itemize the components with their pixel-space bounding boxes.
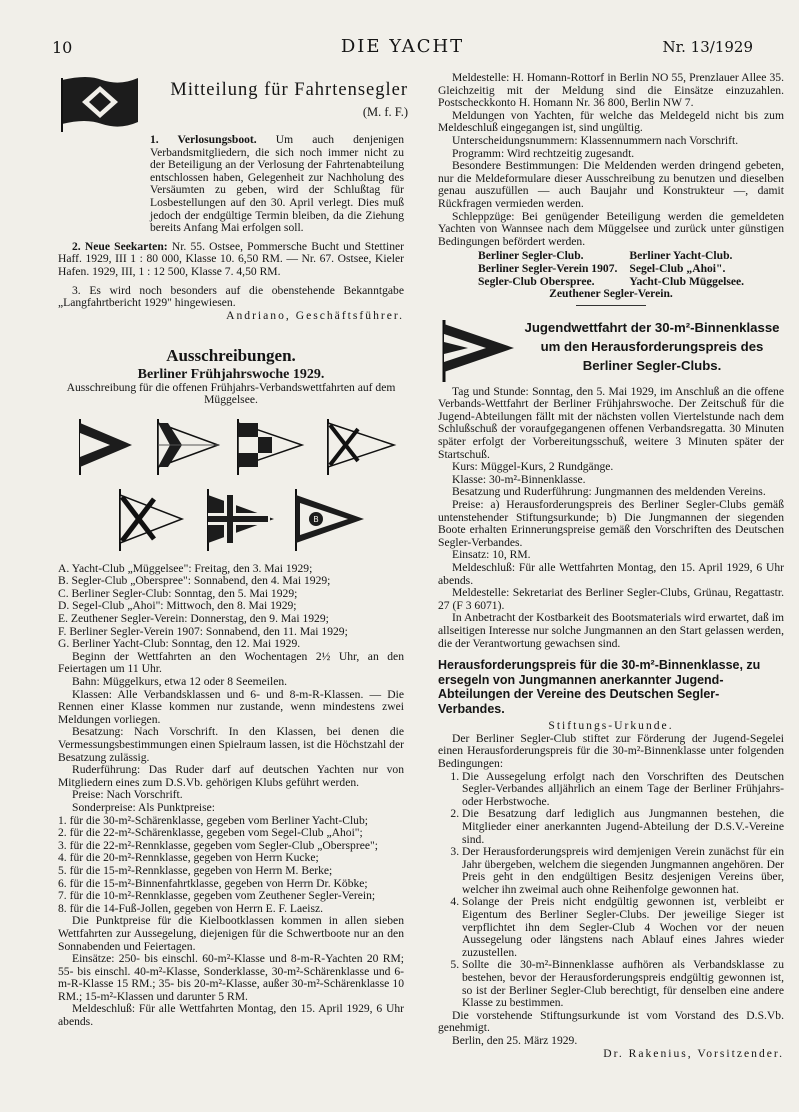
condition-item: 1. Die Aussegelung erfolgt nach den Vorschriften des Deutschen Segler-Verbandes alljährlich an einem Tage der Berliner Frühjahrs- oder Herbstwoche. (462, 771, 784, 809)
club-sig: Berliner Segler-Verein 1907. (477, 261, 618, 275)
club-date-a: A. Yacht-Club „Müggelsee": Freitag, den 3. Mai 1929; (58, 561, 313, 575)
beginn-paragraph: Beginn der Wettfahrten an den Wochentagen 2½ Uhr, an den Feiertagen um 11 Uhr. (58, 649, 404, 676)
club-list (58, 563, 404, 651)
magazine-title: DIE YACHT (340, 36, 465, 57)
item2-label: 2. Neue Seekarten: (72, 239, 168, 253)
club-sig: Segel-Club „Ahoi". (629, 261, 726, 275)
tag-paragraph: Tag und Stunde: Sonntag, den 5. Mai 1929, im Anschluß an die offene Verbands-Wettfahrt der Berliner Frühjahrswoche. Der Zeitschuß für die Jugend-Abteilungen fällt mit der nächsten vollen Viertelstunde nach dem Schlußschuß der voraufgegangenen offenen Verbandsregatta. 30 Minuten später erfolgt der Vorbereitungsschuß, weitere 3 Minuten später der Startschuß. (438, 384, 784, 461)
condition-item: 5. Sollte die 30-m²-Binnenklasse aufhören als Verbandsklasse zu bestehen, bevor der Herausforderungspreis endgültig gewonnen ist, so ist der Berliner Segler-Club berechtigt, für denselben eine andere Klasse zu bestimmen. (462, 959, 784, 1009)
besondere-paragraph: Besondere Bestimmungen: Die Meldenden werden dringend gebeten, nur die Meldeformulare dieser Ausschreibung zu benutzen und dieselben genau auszufüllen — auch Baujahr und Konstrukteur —, damit Rückfragen vermieden werden. (438, 159, 784, 210)
club-signatures (472, 250, 750, 288)
club-sig: Berliner Segler-Club. (477, 249, 584, 263)
preise-jw-paragraph: Preise: a) Herausforderungspreis des Berliner Segler-Clubs gemäß untenstehender Stiftungsurkunde; b) Die Jungmannen der siegenden Boote erhalten Erinnerungspreise gemäß den Vorschriften des Deutschen Segler-Verbandes. (438, 498, 784, 549)
stiftung-heading: Stiftungs-Urkunde. (548, 719, 674, 733)
left-column (58, 70, 408, 1029)
punktpreise-paragraph: Die Punktpreise für die Kielbootklassen kommen in allen sieben Wettfahrten zur Aussegelung, diejenigen für die Schwertboote nur an den Sonnabenden und Feiertagen. (58, 914, 404, 953)
bsc-pennant-icon (438, 318, 518, 384)
meldeschluss-paragraph: Meldeschluß: Für alle Wettfahrten Montag, den 15. April 1929, 6 Uhr abends. (58, 1002, 404, 1029)
notice-item-2 (58, 241, 404, 279)
page-header (52, 34, 753, 60)
fahrtensegler-flag-icon (58, 74, 142, 134)
svg-text:B: B (313, 514, 319, 524)
sonderpreis-1: 1. für die 30-m²-Schärenklasse, gegeben vom Berliner Yacht-Club; (58, 813, 368, 827)
sonderpreis-3: 3. für die 22-m²-Rennklasse, gegeben vom Segler-Club „Oberspree"; (58, 838, 378, 852)
section-divider (576, 305, 646, 306)
issue-number: Nr. 13/1929 (662, 38, 753, 56)
bahn-paragraph: Bahn: Müggelkurs, etwa 12 oder 8 Seemeilen. (72, 675, 288, 689)
flag-f-icon (208, 489, 274, 551)
unterscheidung-paragraph: Unterscheidungsnummern: Klassennummern nach Vorschrift. (452, 133, 739, 147)
club-date-d: D. Segel-Club „Ahoi": Mittwoch, den 8. Mai 1929; (58, 599, 297, 613)
right-column (438, 72, 784, 1060)
herausforderungspreis-title: Herausforderungspreis für die 30-m²-Binnenklasse, zu ersegeln von Jungmannen anerkannter Jugend-Abteilungen der Vereine des Deutschen Segler-Verbandes. (438, 658, 761, 716)
kurs-paragraph: Kurs: Müggel-Kurs, 2 Rundgänge. (452, 460, 614, 474)
notice-item-3: 3. Es wird noch besonders auf die obenstehende Bekanntgabe „Langfahrtbericht 1929" hingewiesen. (58, 283, 404, 310)
club-sig-last: Zeuthener Segler-Verein. (549, 287, 673, 301)
meldungen-paragraph: Meldungen von Yachten, für welche das Meldegeld nicht bis zum Meldeschluß eingegangen ist, sind ungültig. (438, 108, 784, 135)
jugendwettfahrt-title: Jugendwettfahrt der 30-m²-Binnenklasse um den Herausforderungspreis des Berliner Segler-Clubs. (524, 319, 780, 373)
flag-g-icon (296, 489, 364, 551)
jugendwettfahrt-header (438, 316, 784, 386)
notice-subtitle: (M. f. F.) (362, 105, 408, 119)
sonderpreis-6: 6. für die 15-m²-Binnenfahrtklasse, gegeben von Herrn Dr. Köbke; (58, 876, 368, 890)
besatzung-jw-paragraph: Besatzung und Ruderführung: Jungmannen des meldenden Vereins. (452, 485, 766, 499)
notice-header (58, 70, 408, 136)
flag-d-icon (328, 419, 394, 475)
club-date-g: G. Berliner Yacht-Club: Sonntag, den 12. Mai 1929. (58, 637, 301, 651)
condition-item: 3. Der Herausforderungspreis wird demjenigen Verein zunächst für ein Jahr übergeben, welchem die siegenden Jungmannen angehören. Der Preis geht in den endgültigen Besitz desjenigen Vereins über, welcher ihn zweimal auch ohne Reihenfolge gewonnen hat. (462, 846, 784, 896)
flag-a-icon (80, 419, 132, 475)
club-flags (58, 411, 404, 559)
club-date-e: E. Zeuthener Segler-Verein: Donnerstag, den 9. Mai 1929; (58, 612, 329, 626)
club-date-b: B. Segler-Club „Oberspree": Sonnabend, den 4. Mai 1929; (58, 574, 331, 588)
page-number: 10 (52, 38, 73, 57)
einsatz-jw-paragraph: Einsatz: 10, RM. (452, 548, 531, 562)
club-date-c: C. Berliner Segler-Club: Sonntag, den 5. Mai 1929; (58, 586, 298, 600)
conditions-list (438, 771, 784, 1010)
club-sig: Berliner Yacht-Club. (629, 249, 733, 263)
besatzung-paragraph: Besatzung: Nach Vorschrift. In den Klassen, bei denen die Vermessungsbestimmungen einen Spielraum lassen, ist die Höchstzahl der Besatzung zulässig. (58, 725, 404, 764)
meldestelle-paragraph: Meldestelle: H. Homann-Rottorf in Berlin NO 55, Prenzlauer Allee 35. Gleichzeitig mit der Meldung sind die Einsätze einzuzahlen. Postscheckkonto H. Homann Nr. 36 800, Berlin NW 7. (438, 71, 784, 110)
ruder-paragraph: Ruderführung: Das Ruder darf auf deutschen Yachten nur von Mitgliedern eines zum D.S.Vb. gehörigen Klubs geführt werden. (58, 763, 404, 789)
anbetracht-paragraph: In Anbetracht der Kostbarkeit des Bootsmaterials wird erwartet, daß im allseitigen Interesse nur solche Jungmannen an den Start gelassen werden, die der Verantwortung gewachsen sind. (438, 611, 784, 650)
section-title: Ausschreibungen. (166, 346, 296, 366)
club-date-f: F. Berliner Segler-Verein 1907: Sonnabend, den 11. Mai 1929; (58, 624, 348, 638)
notice-title: Mitteilung für Fahrtensegler (170, 80, 408, 100)
einsatz-paragraph: Einsätze: 250- bis einschl. 60-m²-Klasse und 8-m-R-Yachten 20 RM; 55- bis einschl. 40-m²-Klasse, Sonderklasse, 30-m²-Schärenklasse und 6-m-R-Klasse 15 RM.; 35- bis 20-m²-Klasse, außer 30-m²-Schärenklasse 10 RM.; 15-m²-Klassen und darunter 5 RM. (58, 952, 404, 1003)
stiftung-intro: Der Berliner Segler-Club stiftet zur Förderung der Jugend-Segelei einen Herausforderungspreis für die 30-m²-Binnenklasse unter folgenden Bedingungen: (438, 731, 784, 770)
sonderpreis-7: 7. für die 10-m²-Rennklasse, gegeben vom Zeuthener Segler-Verein; (58, 889, 376, 903)
programm-paragraph: Programm: Wird rechtzeitig zugesandt. (452, 146, 635, 160)
sonderpreis-2: 2. für die 22-m²-Schärenklasse, gegeben vom Segel-Club „Ahoi"; (58, 826, 363, 840)
notice-item-1 (58, 134, 404, 235)
schlepp-paragraph: Schleppzüge: Bei genügender Beteiligung werden die gemeldeten Yachten von Wannsee nach dem Müggelsee und zurück unter günstigen Bedingungen befördert werden. (438, 209, 784, 248)
klassen-paragraph: Klassen: Alle Verbandsklassen und 6- und 8-m-R-Klassen. — Die Rennen einer Klasse kommen nur zustande, wenn mindestens zwei Meldungen vorliegen. (58, 687, 404, 726)
club-sig: Yacht-Club Müggelsee. (629, 274, 745, 288)
flag-e-icon (120, 489, 182, 551)
flag-b-icon (158, 419, 218, 475)
meldestelle-jw-paragraph: Meldestelle: Sekretariat des Berliner Segler-Clubs, Grünau, Regattastr. 27 (F 3 6071). (438, 586, 784, 612)
date-line: Berlin, den 25. März 1929. (452, 1034, 578, 1047)
condition-item: 2. Die Besatzung darf lediglich aus Jungmannen bestehen, die Mitglieder einer anerkannten Jugend-Abteilung der D.S.V.-Vereine sind. (462, 808, 784, 846)
meldeschluss-jw-paragraph: Meldeschluß: Für alle Wettfahrten Montag, den 15. April 1929, 6 Uhr abends. (438, 561, 784, 587)
right-signature: Dr. Rakenius, Vorsitzender. (603, 1046, 784, 1060)
item2-text: Nr. 55. Ostsee, Pommersche Bucht und Stettiner Haff. 1929, III 1 : 80 000, Klasse 10. 6,50 RM. — Nr. 67. Ostsee, Kieler Hafen. 1929, III, 1 : 12 500, Klasse 7. 4,50 RM. (58, 239, 404, 278)
club-sig: Segler-Club Oberspree. (477, 274, 595, 288)
preise-paragraph: Preise: Nach Vorschrift. (72, 788, 183, 802)
klasse-paragraph: Klasse: 30-m²-Binnenklasse. (452, 472, 586, 486)
item1-text: Um auch denjenigen Verbandsmitgliedern, die sich noch immer nicht zu der Beteiligung an der Verlosung der Fahrtenabteilung entschlossen haben, Gelegenheit zur Nachholung des Versäumten zu geben, wird der Schlußtag für Losbestellungen auf den 30. April verlegt. Dies muß jedoch der endgültige Termin bleiben, da die Ziehung bereits Anfang Mai erfolgen soll. (150, 133, 404, 235)
flag-c-icon (238, 419, 302, 475)
condition-item: 4. Solange der Preis nicht endgültig gewonnen ist, verbleibt er Eigentum des Berliner Segler-Clubs. Der jeweilige Sieger ist verpflichtet ihn dem Segler-Club 4 Wochen vor der neuen Aussegelung oder längstens nach Ablauf eines Jahres wieder zuzustellen. (462, 896, 784, 959)
item1-label: 1. Verlosungsboot. (150, 133, 257, 146)
section-intro: Ausschreibung für die offenen Frühjahrs-Verbandswettfahrten auf dem Müggelsee. (66, 380, 396, 407)
section-subtitle: Berliner Frühjahrswoche 1929. (137, 366, 325, 382)
sonderpreis-8: 8. für die 14-Fuß-Jollen, gegeben von Herrn E. F. Laeisz. (58, 901, 324, 915)
sonderpreis-5: 5. für die 15-m²-Rennklasse, gegeben von Herrn M. Berke; (58, 863, 333, 877)
sonderpreis-4: 4. für die 20-m²-Rennklasse, gegeben von Herrn Kucke; (58, 851, 319, 865)
sonderpreise-heading: Sonderpreise: Als Punktpreise: (72, 800, 215, 814)
notice-signature: Andriano, Geschäftsführer. (226, 308, 404, 322)
closing-paragraph: Die vorstehende Stiftungsurkunde ist vom Vorstand des D.S.Vb. genehmigt. (438, 1008, 784, 1035)
